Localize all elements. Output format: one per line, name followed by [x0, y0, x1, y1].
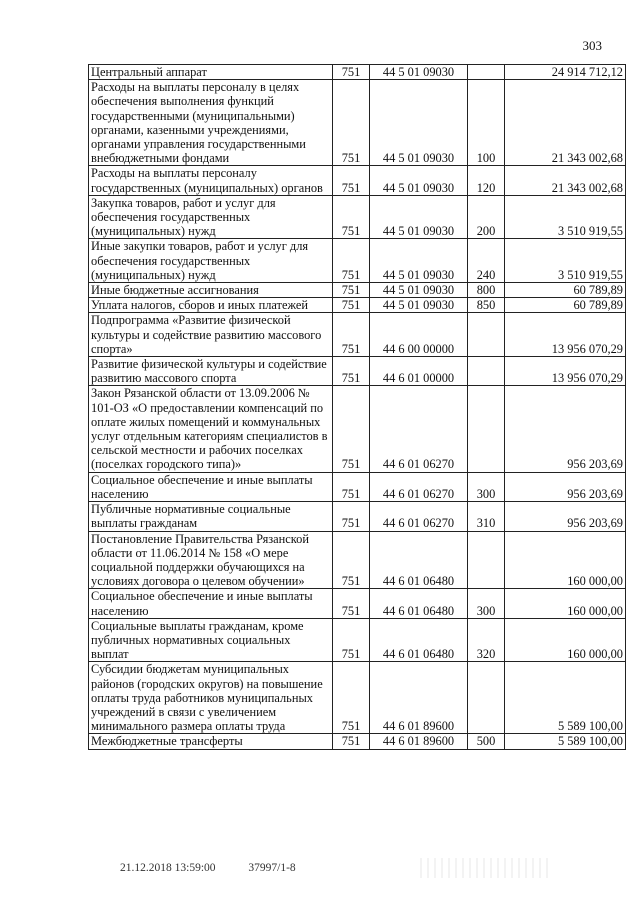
cell-vr: 200	[468, 195, 505, 239]
table-row	[89, 386, 626, 472]
cell-csr: 44 6 01 89600	[370, 734, 468, 749]
cell-name: Постановление Правительства Рязанской области от 11.06.2014 № 158 «О мере социальной поддержки обучающихся на условиях договора о целевом обучении»	[89, 531, 333, 589]
table-row	[89, 589, 626, 618]
cell-code: 751	[333, 65, 370, 80]
table-row	[89, 472, 626, 501]
table-row	[89, 239, 626, 283]
table-row	[89, 313, 626, 357]
cell-code: 751	[333, 80, 370, 166]
cell-vr: 100	[468, 80, 505, 166]
cell-code: 751	[333, 298, 370, 313]
cell-name: Уплата налогов, сборов и иных платежей	[89, 298, 333, 313]
table-row	[89, 195, 626, 239]
cell-name: Иные бюджетные ассигнования	[89, 283, 333, 298]
cell-code: 751	[333, 662, 370, 734]
cell-code: 751	[333, 239, 370, 283]
cell-name: Закон Рязанской области от 13.09.2006 № 101-ОЗ «О предоставлении компенсаций по оплате жилых помещений и коммунальных услуг отдельным категориям специалистов в сельской местности и рабочих поселках (поселках городского типа)»	[89, 386, 333, 472]
cell-csr: 44 5 01 09030	[370, 298, 468, 313]
table-row	[89, 662, 626, 734]
table-row	[89, 283, 626, 298]
cell-vr: 310	[468, 502, 505, 531]
cell-name: Развитие физической культуры и содействие развитию массового спорта	[89, 357, 333, 386]
cell-csr: 44 6 01 06480	[370, 531, 468, 589]
cell-csr: 44 5 01 09030	[370, 195, 468, 239]
cell-vr: 300	[468, 472, 505, 501]
cell-vr	[468, 531, 505, 589]
cell-name: Социальные выплаты гражданам, кроме публичных нормативных социальных выплат	[89, 618, 333, 662]
cell-csr: 44 5 01 09030	[370, 239, 468, 283]
cell-code: 751	[333, 357, 370, 386]
cell-name: Подпрограмма «Развитие физической культуры и содействие развитию массового спорта»	[89, 313, 333, 357]
scan-artifact	[420, 858, 550, 878]
table-row	[89, 734, 626, 749]
cell-sum: 160 000,00	[505, 531, 626, 589]
cell-sum: 160 000,00	[505, 589, 626, 618]
cell-csr: 44 5 01 09030	[370, 166, 468, 195]
cell-sum: 160 000,00	[505, 618, 626, 662]
footer-doc-id: 37997/1-8	[248, 862, 296, 874]
cell-sum: 60 789,89	[505, 298, 626, 313]
table-row	[89, 80, 626, 166]
cell-csr: 44 6 01 89600	[370, 662, 468, 734]
page-footer	[120, 862, 326, 874]
cell-code: 751	[333, 472, 370, 501]
cell-code: 751	[333, 531, 370, 589]
cell-sum: 21 343 002,68	[505, 80, 626, 166]
table-row	[89, 357, 626, 386]
cell-sum: 21 343 002,68	[505, 166, 626, 195]
cell-sum: 3 510 919,55	[505, 195, 626, 239]
cell-name: Субсидии бюджетам муниципальных районов (городских округов) на повышение оплаты труда работников муниципальных учреждений в связи с увеличением минимального размера оплаты труда	[89, 662, 333, 734]
cell-sum: 3 510 919,55	[505, 239, 626, 283]
cell-csr: 44 5 01 09030	[370, 80, 468, 166]
cell-name: Публичные нормативные социальные выплаты гражданам	[89, 502, 333, 531]
cell-code: 751	[333, 734, 370, 749]
cell-sum: 956 203,69	[505, 472, 626, 501]
cell-sum: 5 589 100,00	[505, 734, 626, 749]
cell-vr	[468, 357, 505, 386]
cell-code: 751	[333, 313, 370, 357]
cell-name: Социальное обеспечение и иные выплаты населению	[89, 589, 333, 618]
cell-code: 751	[333, 618, 370, 662]
cell-csr: 44 6 00 00000	[370, 313, 468, 357]
cell-sum: 13 956 070,29	[505, 357, 626, 386]
cell-code: 751	[333, 589, 370, 618]
table-row	[89, 502, 626, 531]
budget-table	[88, 64, 626, 750]
cell-name: Иные закупки товаров, работ и услуг для обеспечения государственных (муниципальных) нужд	[89, 239, 333, 283]
cell-vr: 800	[468, 283, 505, 298]
cell-csr: 44 5 01 09030	[370, 65, 468, 80]
cell-vr	[468, 662, 505, 734]
cell-code: 751	[333, 195, 370, 239]
cell-name: Межбюджетные трансферты	[89, 734, 333, 749]
cell-vr	[468, 313, 505, 357]
table-row	[89, 298, 626, 313]
cell-vr: 850	[468, 298, 505, 313]
cell-csr: 44 6 01 06270	[370, 386, 468, 472]
cell-csr: 44 6 01 00000	[370, 357, 468, 386]
cell-name: Расходы на выплаты персоналу государственных (муниципальных) органов	[89, 166, 333, 195]
table-row	[89, 618, 626, 662]
cell-vr: 240	[468, 239, 505, 283]
cell-sum: 13 956 070,29	[505, 313, 626, 357]
page-number: 303	[582, 38, 602, 53]
cell-sum: 24 914 712,12	[505, 65, 626, 80]
cell-vr: 500	[468, 734, 505, 749]
cell-sum: 956 203,69	[505, 386, 626, 472]
cell-csr: 44 6 01 06270	[370, 472, 468, 501]
cell-sum: 60 789,89	[505, 283, 626, 298]
cell-name: Расходы на выплаты персоналу в целях обеспечения выполнения функций государственными (муниципальными) органами, казенными учреждениями, органами управления государственными внебюджетными фондами	[89, 80, 333, 166]
cell-name: Центральный аппарат	[89, 65, 333, 80]
cell-csr: 44 6 01 06480	[370, 618, 468, 662]
cell-code: 751	[333, 502, 370, 531]
footer-timestamp: 21.12.2018 13:59:00	[120, 862, 216, 874]
cell-vr	[468, 65, 505, 80]
cell-sum: 956 203,69	[505, 502, 626, 531]
table-row	[89, 531, 626, 589]
cell-sum: 5 589 100,00	[505, 662, 626, 734]
cell-vr: 300	[468, 589, 505, 618]
table-row	[89, 166, 626, 195]
cell-vr: 320	[468, 618, 505, 662]
cell-code: 751	[333, 283, 370, 298]
cell-name: Социальное обеспечение и иные выплаты населению	[89, 472, 333, 501]
cell-csr: 44 5 01 09030	[370, 283, 468, 298]
table-row	[89, 65, 626, 80]
cell-code: 751	[333, 166, 370, 195]
cell-vr: 120	[468, 166, 505, 195]
cell-csr: 44 6 01 06270	[370, 502, 468, 531]
cell-csr: 44 6 01 06480	[370, 589, 468, 618]
cell-code: 751	[333, 386, 370, 472]
cell-vr	[468, 386, 505, 472]
cell-name: Закупка товаров, работ и услуг для обеспечения государственных (муниципальных) нужд	[89, 195, 333, 239]
